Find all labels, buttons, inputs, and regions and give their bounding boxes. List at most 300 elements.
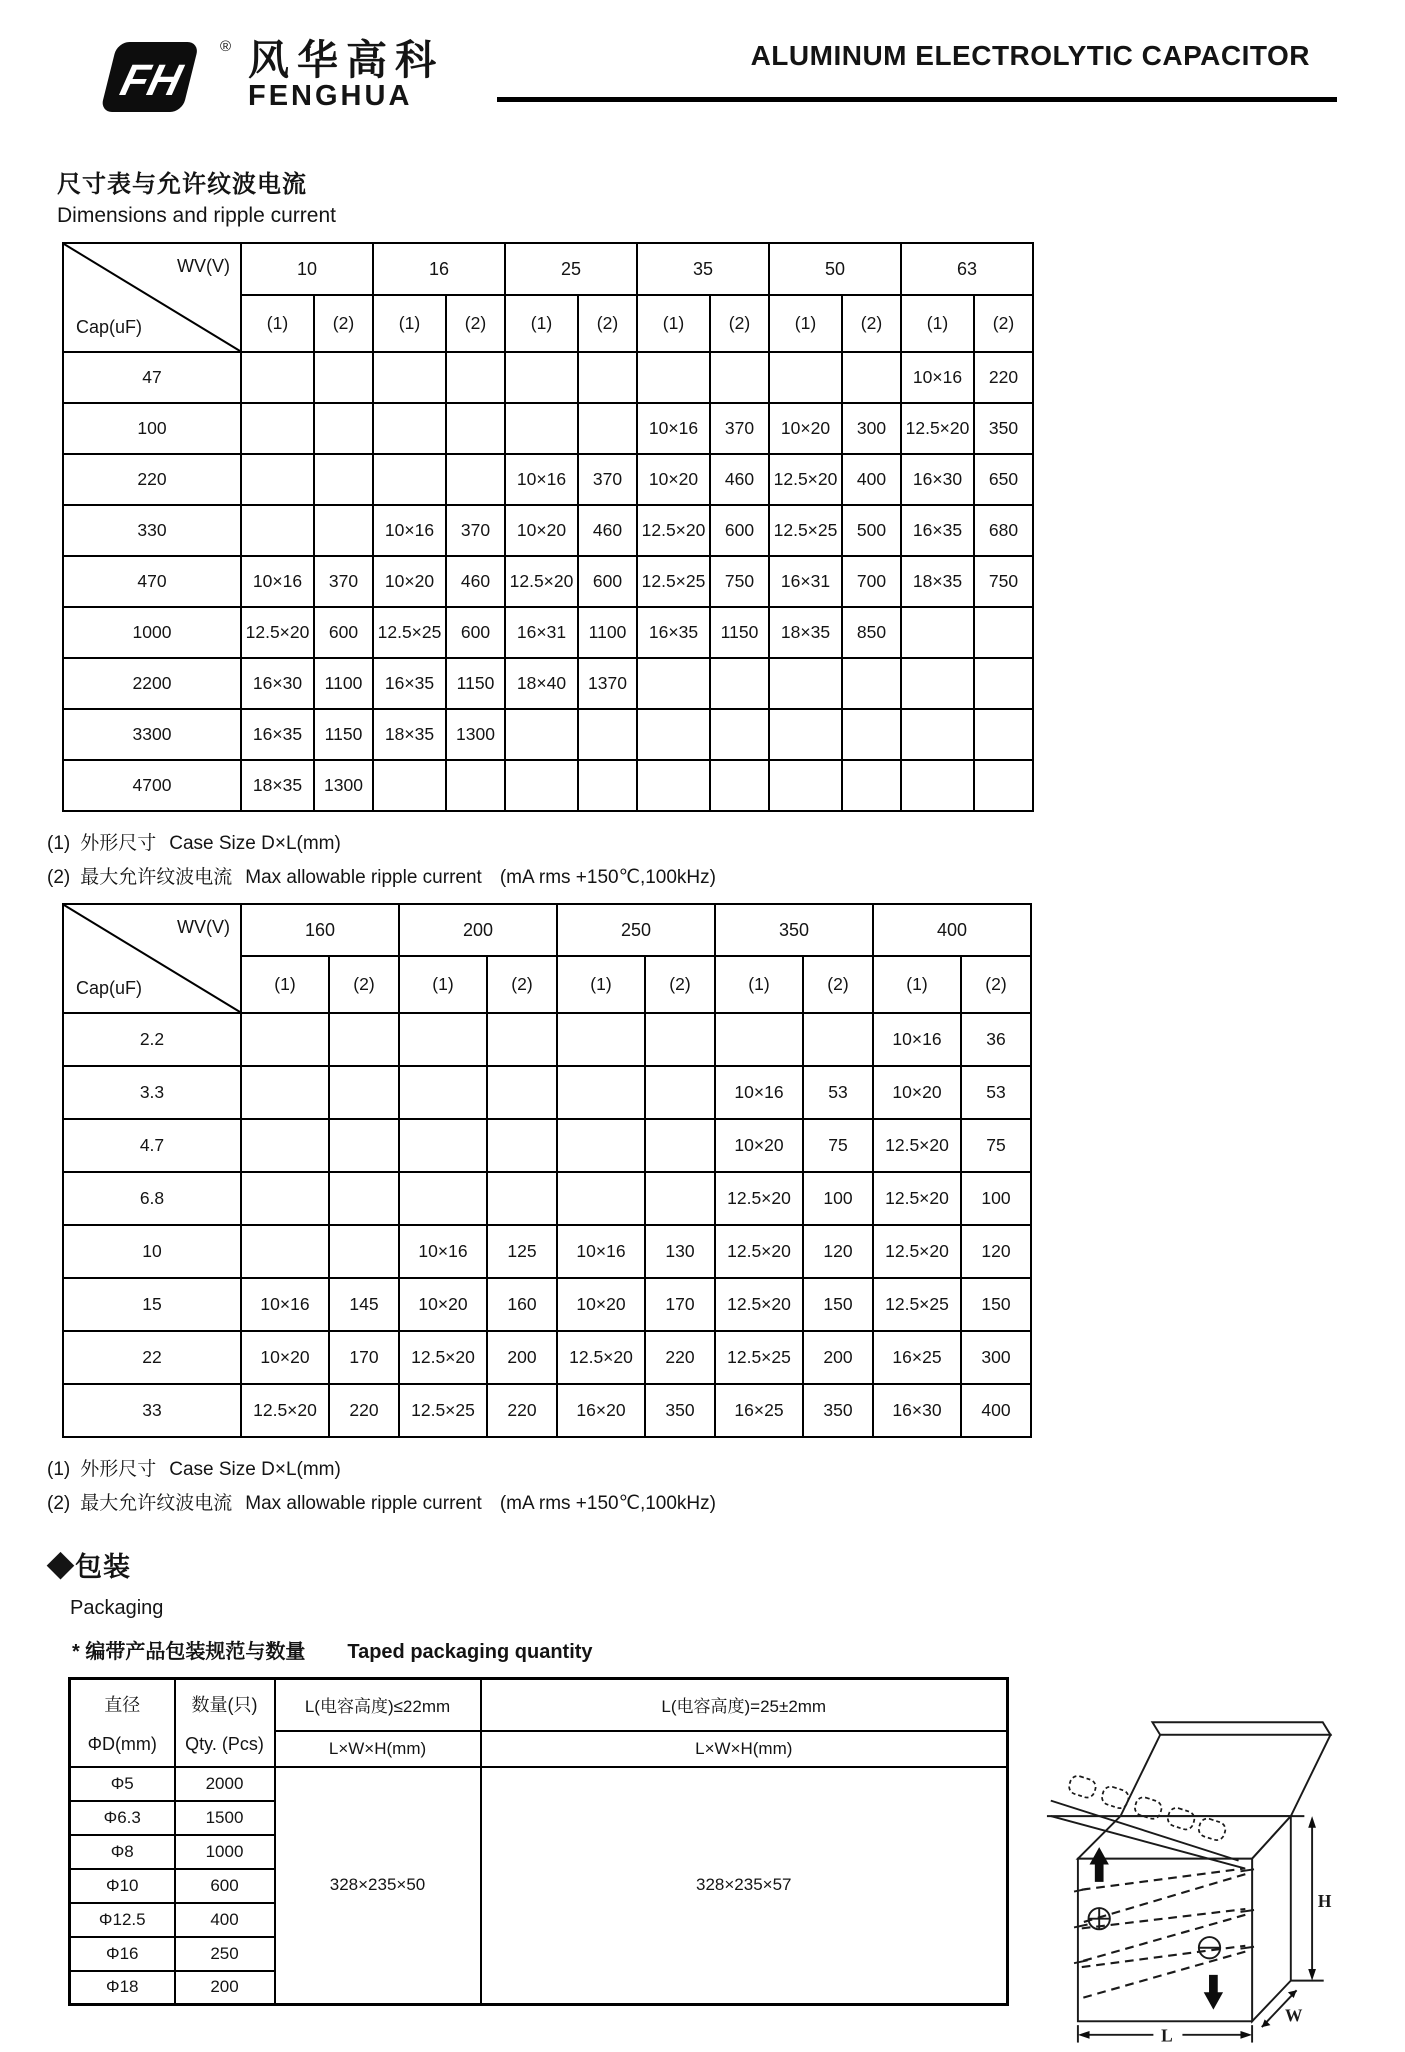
corner-cell <box>63 243 241 352</box>
note-case-size <box>47 828 1405 855</box>
sub-header: (2) <box>803 956 873 1013</box>
table-cell: 12.5×20 <box>715 1172 803 1225</box>
diameter-header-cn: 直径 <box>104 1694 141 1715</box>
cap-value: 10 <box>63 1225 241 1278</box>
note-text-en: Max allowable ripple current <box>245 1493 482 1514</box>
sub-header: (2) <box>961 956 1031 1013</box>
table-cell <box>901 709 974 760</box>
quantity-header-cn: 数量(只) <box>191 1694 258 1715</box>
table-cell <box>637 658 710 709</box>
voltage-header: 35 <box>637 243 769 295</box>
table-cell <box>505 352 578 403</box>
cap-value: 47 <box>63 352 241 403</box>
diameter-value: Φ8 <box>70 1835 175 1869</box>
table-cell <box>769 352 842 403</box>
table-cell <box>329 1172 399 1225</box>
table-cell <box>446 454 505 505</box>
cap-value: 220 <box>63 454 241 505</box>
table-cell: 10×20 <box>557 1278 645 1331</box>
quantity-header <box>175 1679 275 1767</box>
table-cell: 12.5×20 <box>901 403 974 454</box>
table-cell <box>645 1013 715 1066</box>
table-cell <box>241 505 314 556</box>
table-cell <box>314 454 373 505</box>
packaging-subtitle-cn: * 编带产品包装规范与数量 <box>72 1641 306 1663</box>
table-cell <box>901 658 974 709</box>
table-cell: 10×20 <box>241 1331 329 1384</box>
packaging-section-title-cn: ◆包装 <box>47 1552 131 1582</box>
dimensions-table-high-voltage <box>62 903 1032 1438</box>
table-cell: 16×20 <box>557 1384 645 1437</box>
table-cell <box>505 709 578 760</box>
table-cell: 75 <box>961 1119 1031 1172</box>
diameter-header <box>70 1679 175 1767</box>
table-cell: 200 <box>803 1331 873 1384</box>
sub-header: (2) <box>329 956 399 1013</box>
document-title: ALUMINUM ELECTROLYTIC CAPACITOR <box>750 40 1310 71</box>
table-row <box>63 1278 1031 1331</box>
table-cell: 10×16 <box>715 1066 803 1119</box>
sub-header: (2) <box>314 295 373 352</box>
brand-text <box>248 37 444 112</box>
table-cell: 18×35 <box>769 607 842 658</box>
height-le22-header: L(电容高度)≤22mm <box>275 1679 481 1731</box>
table-cell <box>487 1066 557 1119</box>
table-cell <box>578 709 637 760</box>
table-cell: 1370 <box>578 658 637 709</box>
table-cell <box>373 454 446 505</box>
cap-value: 6.8 <box>63 1172 241 1225</box>
table-cell: 145 <box>329 1278 399 1331</box>
table-cell <box>446 352 505 403</box>
sub-header: (1) <box>901 295 974 352</box>
table-cell: 400 <box>842 454 901 505</box>
table-cell <box>505 403 578 454</box>
table-cell: 680 <box>974 505 1033 556</box>
table-cell: 10×20 <box>715 1119 803 1172</box>
table-cell: 10×16 <box>873 1013 961 1066</box>
table-row <box>63 1225 1031 1278</box>
table-row <box>63 1172 1031 1225</box>
note-text-cn: 外形尺寸 <box>80 833 157 854</box>
table-cell <box>399 1066 487 1119</box>
note-text-en: Case Size D×L(mm) <box>169 833 341 854</box>
table-cell <box>901 607 974 658</box>
table-row <box>63 1384 1031 1437</box>
svg-text:FH: FH <box>115 56 187 105</box>
table-cell <box>329 1013 399 1066</box>
table-cell <box>446 403 505 454</box>
table-cell <box>769 709 842 760</box>
cap-value: 3300 <box>63 709 241 760</box>
section-title-cn: 尺寸表与允许纹波电流 <box>57 171 307 198</box>
note-label: (1) <box>47 833 71 854</box>
cap-value: 2.2 <box>63 1013 241 1066</box>
table-cell: 170 <box>329 1331 399 1384</box>
table-cell <box>842 658 901 709</box>
quantity-value: 2000 <box>175 1767 275 1801</box>
diameter-value: Φ5 <box>70 1767 175 1801</box>
table-cell <box>842 760 901 811</box>
table-cell: 220 <box>487 1384 557 1437</box>
voltage-header: 250 <box>557 904 715 956</box>
table-cell: 370 <box>578 454 637 505</box>
table-cell <box>645 1172 715 1225</box>
table-cell <box>769 658 842 709</box>
note-text-cn: 最大允许纹波电流 <box>80 867 233 888</box>
voltage-header: 160 <box>241 904 399 956</box>
table-cell: 350 <box>974 403 1033 454</box>
note-label: (1) <box>47 1459 71 1480</box>
table-cell <box>578 352 637 403</box>
table-cell: 10×16 <box>505 454 578 505</box>
table-cell: 16×31 <box>769 556 842 607</box>
sub-header: (2) <box>710 295 769 352</box>
table-notes <box>47 1454 1405 1515</box>
table-cell <box>645 1066 715 1119</box>
diameter-value: Φ18 <box>70 1971 175 2005</box>
table-cell: 600 <box>314 607 373 658</box>
table-cell: 10×16 <box>373 505 446 556</box>
table-cell: 370 <box>314 556 373 607</box>
cap-value: 4700 <box>63 760 241 811</box>
table-cell: 12.5×20 <box>769 454 842 505</box>
table-cell <box>399 1172 487 1225</box>
table-cell: 10×20 <box>873 1066 961 1119</box>
voltage-header: 16 <box>373 243 505 295</box>
table-cell <box>901 760 974 811</box>
voltage-header: 50 <box>769 243 901 295</box>
packaging-subtitle <box>72 1635 1405 1664</box>
sub-header: (2) <box>446 295 505 352</box>
table-cell: 700 <box>842 556 901 607</box>
sub-header: (1) <box>241 956 329 1013</box>
packaging-header-row <box>70 1679 1008 1731</box>
table-cell <box>557 1066 645 1119</box>
table-cell: 12.5×20 <box>399 1331 487 1384</box>
sub-header: (1) <box>241 295 314 352</box>
table-cell <box>241 1172 329 1225</box>
table-row <box>63 709 1033 760</box>
table-cell: 150 <box>961 1278 1031 1331</box>
table-cell: 75 <box>803 1119 873 1172</box>
table-cell <box>710 352 769 403</box>
table-cell: 1100 <box>314 658 373 709</box>
sub-header: (2) <box>578 295 637 352</box>
table-cell <box>769 760 842 811</box>
table-cell: 200 <box>487 1331 557 1384</box>
sub-header: (2) <box>487 956 557 1013</box>
table-row <box>63 505 1033 556</box>
table-cell: 600 <box>446 607 505 658</box>
sub-header: (1) <box>557 956 645 1013</box>
table-cell: 12.5×20 <box>873 1119 961 1172</box>
table-cell: 160 <box>487 1278 557 1331</box>
quantity-value: 600 <box>175 1869 275 1903</box>
corner-label-wv: WV(V) <box>177 917 230 937</box>
note-text-en: Max allowable ripple current <box>245 867 482 888</box>
table-row <box>63 1119 1031 1172</box>
table-cell: 12.5×20 <box>505 556 578 607</box>
table-cell <box>329 1066 399 1119</box>
table-cell: 220 <box>645 1331 715 1384</box>
table-cell <box>803 1013 873 1066</box>
corner-cell <box>63 904 241 1013</box>
table-cell <box>373 760 446 811</box>
table-cell <box>842 352 901 403</box>
table-cell <box>241 1225 329 1278</box>
fenghua-logo-icon <box>86 40 208 114</box>
voltage-header: 25 <box>505 243 637 295</box>
table-cell <box>715 1013 803 1066</box>
table-cell: 10×20 <box>505 505 578 556</box>
corner-label-wv: WV(V) <box>177 256 230 276</box>
table-cell: 100 <box>961 1172 1031 1225</box>
voltage-header-row <box>63 243 1033 295</box>
table-cell: 500 <box>842 505 901 556</box>
table-cell <box>241 403 314 454</box>
table-cell <box>710 709 769 760</box>
table-cell: 12.5×25 <box>769 505 842 556</box>
sub-header: (2) <box>974 295 1033 352</box>
table-cell <box>557 1172 645 1225</box>
table-cell <box>241 1119 329 1172</box>
table-cell <box>842 709 901 760</box>
table-cell: 12.5×20 <box>241 607 314 658</box>
note-text-cn: 最大允许纹波电流 <box>80 1493 233 1514</box>
table-cell: 16×35 <box>241 709 314 760</box>
box-size-le22: 328×235×50 <box>275 1767 481 2005</box>
packaging-row <box>70 1767 1008 1801</box>
table-cell: 10×16 <box>557 1225 645 1278</box>
table-row <box>63 556 1033 607</box>
note-text-cn: 外形尺寸 <box>80 1459 157 1480</box>
table-cell: 400 <box>961 1384 1031 1437</box>
packaging-box-diagram <box>1045 1707 1345 2052</box>
sub-header: (1) <box>399 956 487 1013</box>
table-cell: 120 <box>961 1225 1031 1278</box>
table-cell <box>373 403 446 454</box>
table-cell <box>329 1119 399 1172</box>
table-cell: 12.5×20 <box>715 1225 803 1278</box>
table-cell: 300 <box>842 403 901 454</box>
table-cell <box>637 709 710 760</box>
cap-value: 2200 <box>63 658 241 709</box>
table-cell: 18×35 <box>901 556 974 607</box>
height-25-header: L(电容高度)=25±2mm <box>481 1679 1008 1731</box>
table-cell: 10×16 <box>241 556 314 607</box>
table-cell: 220 <box>974 352 1033 403</box>
table-cell: 150 <box>803 1278 873 1331</box>
table-cell <box>505 760 578 811</box>
table-cell: 850 <box>842 607 901 658</box>
table-row <box>63 403 1033 454</box>
table-cell <box>645 1119 715 1172</box>
cap-value: 1000 <box>63 607 241 658</box>
table-cell: 16×35 <box>373 658 446 709</box>
note-condition: (mA rms +150℃,100kHz) <box>499 1493 716 1514</box>
dimensions-table-low-voltage <box>62 242 1034 812</box>
note-label: (2) <box>47 1493 71 1514</box>
table-cell <box>487 1172 557 1225</box>
table-cell: 12.5×25 <box>637 556 710 607</box>
table-cell: 18×40 <box>505 658 578 709</box>
table-cell: 12.5×20 <box>637 505 710 556</box>
note-condition: (mA rms +150℃,100kHz) <box>499 867 716 888</box>
table-row <box>63 658 1033 709</box>
diameter-value: Φ10 <box>70 1869 175 1903</box>
table-cell: 53 <box>803 1066 873 1119</box>
diameter-value: Φ16 <box>70 1937 175 1971</box>
table-cell: 12.5×20 <box>873 1225 961 1278</box>
table-cell: 460 <box>446 556 505 607</box>
table-cell: 1300 <box>314 760 373 811</box>
cap-value: 33 <box>63 1384 241 1437</box>
table-cell <box>557 1119 645 1172</box>
table-cell: 350 <box>645 1384 715 1437</box>
table-cell: 10×16 <box>637 403 710 454</box>
quantity-value: 200 <box>175 1971 275 2005</box>
sub-header: (1) <box>873 956 961 1013</box>
table-cell <box>446 760 505 811</box>
table-cell: 16×35 <box>901 505 974 556</box>
table-cell <box>637 352 710 403</box>
table-cell: 1100 <box>578 607 637 658</box>
table-cell: 16×30 <box>241 658 314 709</box>
voltage-header: 200 <box>399 904 557 956</box>
voltage-header-row <box>63 904 1031 956</box>
table-cell: 36 <box>961 1013 1031 1066</box>
table-cell <box>557 1013 645 1066</box>
table-cell: 460 <box>578 505 637 556</box>
cap-value: 3.3 <box>63 1066 241 1119</box>
dim-label-w: W <box>1285 2005 1303 2026</box>
table-cell: 18×35 <box>373 709 446 760</box>
dim-label-l: L <box>1161 2025 1173 2046</box>
table-cell: 1150 <box>314 709 373 760</box>
table-cell: 120 <box>803 1225 873 1278</box>
diameter-header-en: ΦD(mm) <box>87 1734 157 1754</box>
table-cell: 12.5×20 <box>715 1278 803 1331</box>
quantity-header-en: Qty. (Pcs) <box>185 1734 264 1754</box>
taped-packaging-table <box>68 1677 1009 2006</box>
table-cell <box>373 352 446 403</box>
table-row <box>63 1331 1031 1384</box>
table-row <box>63 760 1033 811</box>
table-cell: 16×31 <box>505 607 578 658</box>
packaging-content <box>68 1677 1405 2052</box>
table-cell: 125 <box>487 1225 557 1278</box>
table-cell: 600 <box>578 556 637 607</box>
table-cell: 10×16 <box>901 352 974 403</box>
table-cell <box>241 352 314 403</box>
table-cell: 750 <box>974 556 1033 607</box>
cap-value: 470 <box>63 556 241 607</box>
table-cell: 16×25 <box>873 1331 961 1384</box>
table-cell <box>637 760 710 811</box>
table-cell <box>710 658 769 709</box>
table-cell: 12.5×25 <box>873 1278 961 1331</box>
brand-name-en: FENGHUA <box>248 80 413 112</box>
table-cell: 10×20 <box>769 403 842 454</box>
table-row <box>63 1066 1031 1119</box>
table-cell <box>487 1119 557 1172</box>
table-cell: 12.5×25 <box>399 1384 487 1437</box>
table-cell: 12.5×25 <box>373 607 446 658</box>
table-cell: 12.5×20 <box>241 1384 329 1437</box>
table-cell: 12.5×25 <box>715 1331 803 1384</box>
page-header <box>0 0 1405 130</box>
table-cell: 16×25 <box>715 1384 803 1437</box>
table-cell: 650 <box>974 454 1033 505</box>
table-cell <box>399 1013 487 1066</box>
cap-value: 330 <box>63 505 241 556</box>
sub-header: (1) <box>715 956 803 1013</box>
note-ripple-current <box>47 862 1405 889</box>
sub-header: (1) <box>505 295 578 352</box>
voltage-header: 400 <box>873 904 1031 956</box>
diameter-value: Φ6.3 <box>70 1801 175 1835</box>
note-text-en: Case Size D×L(mm) <box>169 1459 341 1480</box>
header-rule <box>497 97 1337 102</box>
section-dimensions-title <box>57 164 1405 228</box>
section-title-en: Dimensions and ripple current <box>57 204 336 227</box>
table-cell <box>974 709 1033 760</box>
table-cell: 1150 <box>446 658 505 709</box>
quantity-value: 250 <box>175 1937 275 1971</box>
table-cell <box>710 760 769 811</box>
table-cell: 100 <box>803 1172 873 1225</box>
table-row <box>63 1013 1031 1066</box>
table-cell: 1300 <box>446 709 505 760</box>
brand-name-cn: 风华高科 <box>248 37 444 83</box>
dims-label: L×W×H(mm) <box>481 1731 1008 1767</box>
table-cell: 370 <box>710 403 769 454</box>
table-cell: 220 <box>329 1384 399 1437</box>
cap-value: 22 <box>63 1331 241 1384</box>
sub-header: (2) <box>645 956 715 1013</box>
table-cell <box>578 403 637 454</box>
table-cell: 18×35 <box>241 760 314 811</box>
table-cell <box>487 1013 557 1066</box>
sub-header: (2) <box>842 295 901 352</box>
table-cell <box>578 760 637 811</box>
table-row <box>63 607 1033 658</box>
table-cell: 10×20 <box>399 1278 487 1331</box>
note-label: (2) <box>47 867 71 888</box>
voltage-header: 350 <box>715 904 873 956</box>
table-cell: 12.5×20 <box>557 1331 645 1384</box>
table-cell: 10×20 <box>637 454 710 505</box>
diameter-value: Φ12.5 <box>70 1903 175 1937</box>
table-cell: 53 <box>961 1066 1031 1119</box>
cap-value: 15 <box>63 1278 241 1331</box>
registered-mark: ® <box>220 38 232 55</box>
sub-header: (1) <box>637 295 710 352</box>
voltage-header: 10 <box>241 243 373 295</box>
cap-value: 4.7 <box>63 1119 241 1172</box>
table-cell: 16×35 <box>637 607 710 658</box>
table-cell: 300 <box>961 1331 1031 1384</box>
table-cell: 16×30 <box>873 1384 961 1437</box>
table-cell <box>399 1119 487 1172</box>
sub-header: (1) <box>769 295 842 352</box>
note-case-size <box>47 1454 1405 1481</box>
table-cell: 10×16 <box>399 1225 487 1278</box>
table-cell <box>974 607 1033 658</box>
dim-label-h: H <box>1317 1891 1332 1912</box>
table-cell: 10×16 <box>241 1278 329 1331</box>
